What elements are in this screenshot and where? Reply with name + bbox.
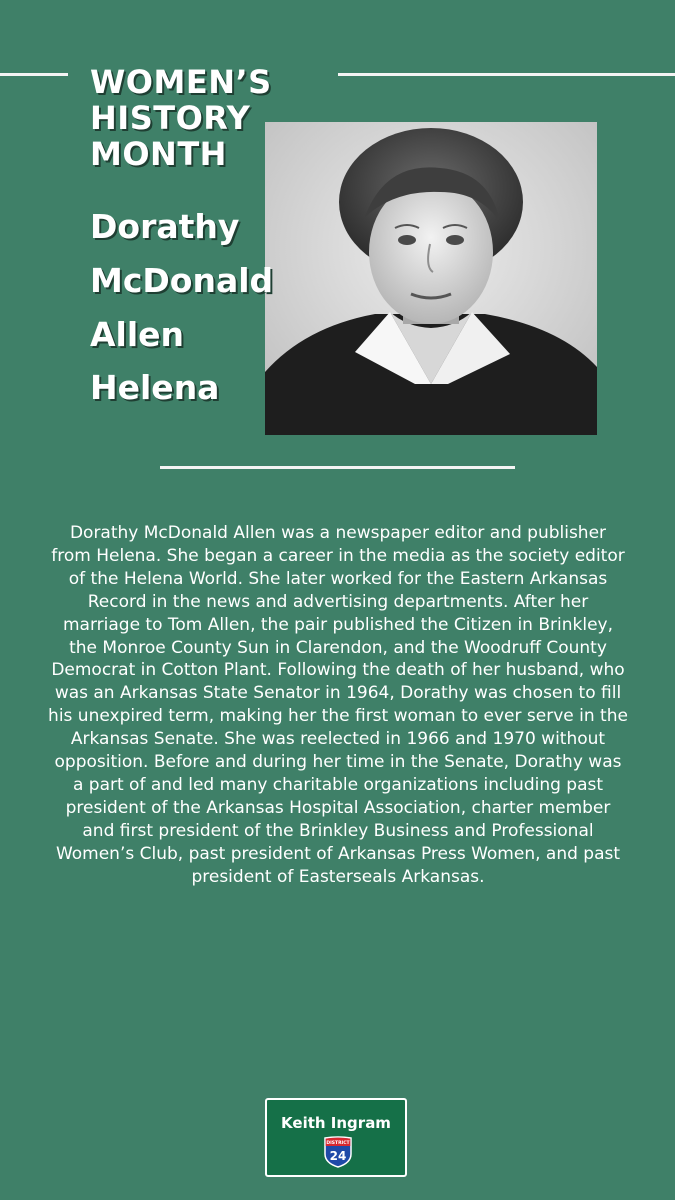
month-heading [90, 64, 330, 172]
honoree-name [90, 200, 350, 362]
keith-ingram-logo [265, 1098, 407, 1177]
top-rule-right [338, 73, 675, 76]
shield-number: 24 [329, 1149, 347, 1163]
honoree-first-name: Dorathy [90, 207, 240, 246]
logo-name: Keith Ingram [281, 1114, 391, 1132]
honoree-last-name: Allen [90, 315, 185, 354]
interstate-shield-icon [323, 1136, 353, 1168]
section-divider [160, 466, 515, 469]
honoree-middle-name: McDonald [90, 261, 274, 300]
biography-text: Dorathy McDonald Allen was a newspaper editor and publisher from Helena. She began a career in the media as the society editor of the Helena World. She later worked for the Eastern Arkansas Record in the news and advertising departments. After her marriage to Tom Allen, the pair published the Citizen in Brinkley, the Monroe County Sun in Clarendon, and the Woodruff County Democrat in Cotton Plant. Following the death of her husband, who was an Arkansas State Senator in 1964, Dorathy was chosen to fill his unexpired term, making her the first woman to ever serve in the Arkansas Senate. She was reelected in 1966 and 1970 without opposition. Before and during her time in the Senate, Dorathy was a part of and led many charitable organizations including past president of the Arkansas Hospital Association, charter member and first president of the Brinkley Business and Professional Women’s Club, past president of Arkansas Press Women, and past president of Easterseals Arkansas. [48, 523, 628, 887]
top-rule-left [0, 73, 68, 76]
shield-label: DISTRICT [326, 1141, 350, 1146]
heading-line-1: WOMEN’S [90, 63, 272, 101]
heading-line-3: MONTH [90, 135, 227, 173]
heading-line-2: HISTORY [90, 99, 251, 137]
honoree-city: Helena [90, 368, 220, 407]
